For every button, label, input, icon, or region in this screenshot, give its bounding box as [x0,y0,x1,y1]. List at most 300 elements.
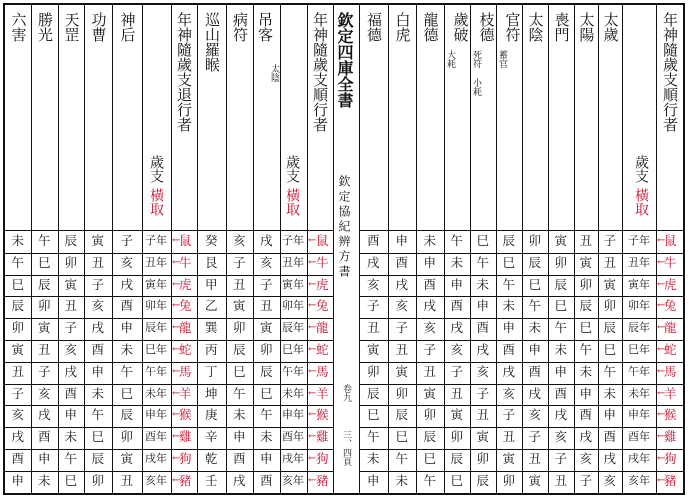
arrow-marker: ← [172,409,181,421]
branch-cell: 申 [450,276,464,292]
branch-cell: 未 [64,429,78,445]
arrow-marker: ← [308,256,317,268]
branch-cell: 酉 [11,451,25,466]
branch-cell: 酉 [603,429,617,445]
arrow-marker: ← [308,278,317,290]
branch-cell: 卯 [450,429,464,445]
branch-cell: 未 [554,342,568,357]
branch-cell: 巳 [528,276,542,292]
row-rule [359,275,685,276]
branch-cell: 丑 [603,254,617,270]
branch-cell: 丑 [579,233,593,248]
branch-cell: 卯 [423,407,437,423]
branch-cell: 子 [91,276,105,292]
branch-cell: 申 [120,320,134,336]
branch-cell: 酉 [64,385,78,401]
year-cell: 酉年 [145,430,167,444]
arrow-marker: ← [657,300,666,312]
column-header-name: 福德 [365,12,383,42]
branch-cell: 戌 [91,320,105,336]
branch-cell: 寅 [603,276,617,292]
branch-cell: 辰 [423,429,437,445]
branch-cell: 酉 [502,342,516,357]
header-divider [5,230,333,231]
branch-cell: 辰 [476,472,490,488]
row-rule [359,384,685,385]
arrow-marker: ← [657,256,666,268]
zodiac-animal: 羊 [664,385,677,401]
branch-cell: 辰 [603,320,617,336]
arrow-marker: ← [172,387,181,399]
branch-cell: 辰 [579,298,593,314]
zodiac-animal: 鼠 [664,233,677,248]
branch-cell: 巳 [64,472,78,488]
zodiac-animal: 猴 [179,407,192,423]
branch-cell: 丑 [450,385,464,401]
branch-cell: 申 [579,385,593,401]
section-header-a: 年神隨歲支順行者 [311,12,329,132]
zodiac-animal: 猴 [316,407,329,423]
branch-cell: 子 [64,320,78,336]
zodiac-animal: 豬 [664,472,677,488]
arrow-marker: ← [172,235,181,246]
branch-cell: 丑 [11,363,25,379]
zodiac-animal: 雞 [316,429,329,445]
branch-cell: 丑 [367,320,380,336]
column-rule [496,5,497,493]
branch-cell: 寅 [38,320,51,336]
branch-cell: 庚 [205,407,218,423]
arrow-marker: ← [657,344,666,355]
row-rule [359,340,685,341]
branch-cell: 子 [11,385,25,401]
branch-cell: 申 [260,451,273,466]
arrow-marker: ← [308,474,317,486]
branch-cell: 寅 [554,233,568,248]
branch-cell: 辰 [64,233,78,248]
page-label-upper: 三、四頁 [341,430,351,466]
section-header-b: 年神隨歲支退行者 [175,12,193,132]
branch-cell: 酉 [233,451,246,466]
branch-cell: 卯 [38,298,51,314]
arrow-marker: ← [657,365,666,377]
year-cell: 卯年 [282,299,304,313]
branch-cell: 巳 [423,451,437,466]
arrow-marker: ← [657,387,666,399]
branch-cell: 辰 [450,451,464,466]
year-cell: 申年 [628,408,650,422]
branch-cell: 午 [579,342,593,357]
branch-cell: 寅 [579,254,593,270]
column-rule [197,5,198,493]
branch-cell: 申 [423,254,437,270]
year-cell: 申年 [145,408,167,422]
branch-cell: 亥 [233,233,246,248]
branch-cell: 未 [528,320,542,336]
branch-cell: 酉 [450,298,464,314]
branch-cell: 亥 [11,407,25,423]
arrow-marker: ← [308,409,317,421]
row-rule [5,318,333,319]
row-rule [5,449,333,450]
branch-cell: 卯 [91,472,105,488]
column-rule [522,5,523,493]
branch-cell: 戌 [38,407,51,423]
arrow-marker: ← [172,300,181,312]
zodiac-animal: 豬 [316,472,329,488]
row-rule [359,427,685,428]
branch-cell: 酉 [91,342,105,357]
branch-cell: 寅 [395,363,409,379]
column-header-name: 官符 [503,12,522,42]
year-cell: 未年 [145,386,167,400]
row-header-label-red: 橫取 [148,188,164,216]
zodiac-animal: 雞 [664,429,677,445]
column-header-name: 勝光 [36,12,54,42]
year-cell: 卯年 [628,299,650,313]
column-rule [58,5,59,493]
branch-cell: 申 [367,472,380,488]
arrow-marker: ← [308,344,317,355]
branch-cell: 丑 [395,342,409,357]
branch-cell: 酉 [120,298,134,314]
branch-cell: 未 [476,276,490,292]
row-rule [359,318,685,319]
column-rule [388,5,389,493]
branch-cell: 未 [11,233,25,248]
year-cell: 丑年 [628,255,650,269]
branch-cell: 未 [120,342,134,357]
arrow-marker: ← [657,235,666,246]
column-rule [622,5,623,493]
branch-cell: 子 [38,363,51,379]
zodiac-animal: 狗 [179,451,192,466]
arrow-marker: ← [657,409,666,421]
column-rule [598,5,599,493]
branch-cell: 寅 [450,407,464,423]
column-header-name: 喪門 [552,12,571,42]
branch-cell: 辰 [38,276,51,292]
year-cell: 午年 [145,364,167,378]
column-header-name: 病符 [231,12,249,42]
column-rule [574,5,575,493]
column-header-note: 大耗 [445,50,455,68]
year-cell: 巳年 [628,343,650,356]
branch-cell: 午 [476,254,490,270]
zodiac-animal: 虎 [316,276,329,292]
arrow-marker: ← [657,278,666,290]
branch-cell: 亥 [476,363,490,379]
arrow-marker: ← [172,431,181,443]
row-rule [5,340,333,341]
branch-cell: 艮 [205,254,218,270]
branch-cell: 未 [423,233,437,248]
zodiac-animal: 羊 [316,385,329,401]
column-header-name: 太陰 [526,12,545,42]
branch-cell: 未 [450,254,464,270]
branch-cell: 戌 [260,233,273,248]
branch-cell: 癸 [205,233,218,248]
branch-cell: 未 [579,363,593,379]
branch-cell: 巳 [554,298,568,314]
year-cell: 辰年 [628,321,650,335]
branch-cell: 寅 [120,451,134,466]
row-header-label: 歲支 [148,155,164,183]
branch-cell: 未 [91,385,105,401]
column-rule [280,5,281,493]
year-cell: 子年 [282,234,304,247]
branch-cell: 申 [91,363,105,379]
branch-cell: 辰 [260,363,273,379]
branch-cell: 午 [450,233,464,248]
branch-cell: 寅 [11,342,25,357]
branch-cell: 子 [233,254,246,270]
branch-cell: 卯 [11,320,25,336]
column-header-note: 太陰 [269,64,279,82]
branch-cell: 丙 [205,342,218,357]
year-cell: 丑年 [145,255,167,269]
year-cell: 辰年 [282,321,304,335]
row-rule [5,384,333,385]
column-rule [31,5,32,493]
branch-cell: 酉 [579,407,593,423]
branch-cell: 卯 [476,451,490,466]
year-cell: 丑年 [282,255,304,269]
branch-cell: 亥 [91,298,105,314]
branch-cell: 巽 [205,320,218,336]
arrow-marker: ← [172,365,181,377]
branch-cell: 子 [579,472,593,488]
year-cell: 戌年 [628,452,650,465]
branch-cell: 子 [476,385,490,401]
branch-cell: 午 [502,276,516,292]
arrow-marker: ← [172,474,181,486]
year-cell: 酉年 [628,430,650,444]
zodiac-animal: 狗 [316,451,329,466]
column-header-name: 歲破 [451,12,470,42]
branch-cell: 巳 [260,385,273,401]
branch-cell: 巳 [450,472,464,488]
branch-cell: 卯 [528,233,542,248]
branch-cell: 亥 [120,254,134,270]
arrow-marker: ← [657,322,666,334]
branch-cell: 卯 [603,298,617,314]
branch-cell: 酉 [367,233,380,248]
year-cell: 午年 [628,364,650,378]
branch-cell: 子 [120,233,134,248]
branch-cell: 巳 [579,320,593,336]
branch-cell: 巳 [38,254,51,270]
row-rule [5,296,333,297]
branch-cell: 丑 [476,407,490,423]
row-header-label: 歲支 [633,155,649,183]
branch-cell: 巳 [91,429,105,445]
zodiac-animal: 牛 [179,254,192,270]
branch-cell: 辰 [502,233,516,248]
branch-cell: 亥 [395,298,409,314]
column-header-name: 太陽 [577,12,596,42]
year-cell: 寅年 [282,277,304,291]
branch-cell: 午 [120,363,134,379]
branch-cell: 戌 [476,342,490,357]
branch-cell: 丑 [528,451,542,466]
book-subtitle: 欽定協紀辨方書 [337,175,351,280]
branch-cell: 卯 [579,276,593,292]
column-rule [226,5,227,493]
column-header-note: 死符 小耗 [471,50,481,96]
column-rule [84,5,85,493]
branch-cell: 申 [64,407,78,423]
branch-cell: 未 [367,451,380,466]
branch-cell: 午 [64,451,78,466]
arrow-marker: ← [308,322,317,334]
branch-cell: 寅 [502,451,516,466]
branch-cell: 丑 [423,363,437,379]
year-cell: 未年 [282,386,304,400]
branch-cell: 丑 [260,298,273,314]
branch-cell: 戌 [11,429,25,445]
branch-cell: 乾 [205,451,218,466]
zodiac-animal: 猴 [664,407,677,423]
branch-cell: 辰 [528,254,542,270]
branch-cell: 子 [603,233,617,248]
branch-cell: 亥 [64,342,78,357]
branch-cell: 卯 [502,472,516,488]
branch-cell: 丑 [120,472,134,488]
branch-cell: 丑 [91,254,105,270]
section-header: 年神隨歲支順行者 [661,12,679,132]
year-cell: 子年 [145,234,167,247]
year-cell: 酉年 [282,430,304,444]
row-header-label-red: 橫取 [284,188,300,216]
branch-cell: 巳 [502,254,516,270]
branch-cell: 子 [395,320,409,336]
column-header-name: 太歲 [601,12,620,42]
row-rule [5,253,333,254]
branch-cell: 辛 [205,429,218,445]
branch-cell: 酉 [476,320,490,336]
branch-cell: 寅 [64,276,78,292]
column-header-note: 蓄官 [497,50,507,68]
year-cell: 午年 [282,364,304,378]
arrow-marker: ← [657,431,666,443]
juan-label-upper: 卷九 [341,384,351,402]
gutter-rule [333,5,334,493]
branch-cell: 辰 [120,407,134,423]
branch-cell: 寅 [476,429,490,445]
arrow-marker: ← [308,235,317,246]
row-rule [359,449,685,450]
branch-cell: 亥 [554,429,568,445]
year-cell: 辰年 [145,321,167,335]
branch-cell: 申 [528,342,542,357]
column-header-name: 神后 [118,12,137,42]
branch-cell: 巳 [395,429,409,445]
zodiac-animal: 馬 [179,363,192,379]
row-rule [5,362,333,363]
branch-cell: 午 [11,254,25,270]
row-rule [5,427,333,428]
row-rule [359,253,685,254]
branch-cell: 亥 [38,385,51,401]
branch-cell: 申 [502,320,516,336]
branch-cell: 辰 [233,342,246,357]
branch-cell: 寅 [233,298,246,314]
branch-cell: 戌 [367,254,380,270]
branch-cell: 亥 [579,451,593,466]
column-header-name: 龍德 [421,12,440,42]
zodiac-animal: 羊 [179,385,192,401]
zodiac-animal: 豬 [179,472,192,488]
branch-cell: 子 [423,342,437,357]
branch-cell: 卯 [367,363,380,379]
column-rule [416,5,417,493]
branch-cell: 寅 [423,385,437,401]
branch-cell: 亥 [450,342,464,357]
arrow-marker: ← [308,300,317,312]
column-rule [112,5,113,493]
branch-cell: 申 [233,429,246,445]
year-cell: 卯年 [145,299,167,313]
branch-cell: 戌 [579,429,593,445]
branch-cell: 午 [554,320,568,336]
zodiac-animal: 蛇 [316,342,329,357]
branch-cell: 巳 [603,342,617,357]
branch-cell: 辰 [91,451,105,466]
column-header-name: 枝德 [477,12,496,42]
branch-cell: 寅 [528,472,542,488]
branch-cell: 辰 [367,385,380,401]
branch-cell: 戌 [450,320,464,336]
zodiac-animal: 牛 [664,254,677,270]
branch-cell: 子 [528,429,542,445]
book-title: 欽定四庫全書 [335,12,354,108]
branch-cell: 申 [603,407,617,423]
branch-cell: 亥 [367,276,380,292]
column-header-name: 天罡 [62,12,81,42]
branch-cell: 酉 [528,363,542,379]
branch-cell: 子 [502,407,516,423]
zodiac-animal: 虎 [664,276,677,292]
column-header-name: 六害 [9,12,28,42]
branch-cell: 子 [260,276,273,292]
column-rule [548,5,549,493]
branch-cell: 午 [603,363,617,379]
arrow-marker: ← [172,453,181,464]
branch-cell: 卯 [554,254,568,270]
branch-cell: 乙 [205,298,218,314]
branch-cell: 午 [423,472,437,488]
arrow-marker: ← [172,322,181,334]
branch-cell: 戌 [603,451,617,466]
year-cell: 寅年 [145,277,167,291]
branch-cell: 辰 [11,298,25,314]
branch-cell: 丑 [64,298,78,314]
branch-cell: 戌 [120,276,134,292]
year-cell: 未年 [628,386,650,400]
zodiac-animal: 龍 [316,320,329,336]
branch-cell: 午 [233,385,246,401]
arrow-marker: ← [172,256,181,268]
year-cell: 亥年 [282,473,304,487]
branch-cell: 卯 [233,320,246,336]
zodiac-animal: 鼠 [179,233,192,248]
row-rule [5,405,333,406]
branch-cell: 申 [395,233,409,248]
branch-cell: 申 [11,472,25,488]
year-cell: 子年 [628,234,650,247]
year-cell: 戌年 [282,452,304,465]
